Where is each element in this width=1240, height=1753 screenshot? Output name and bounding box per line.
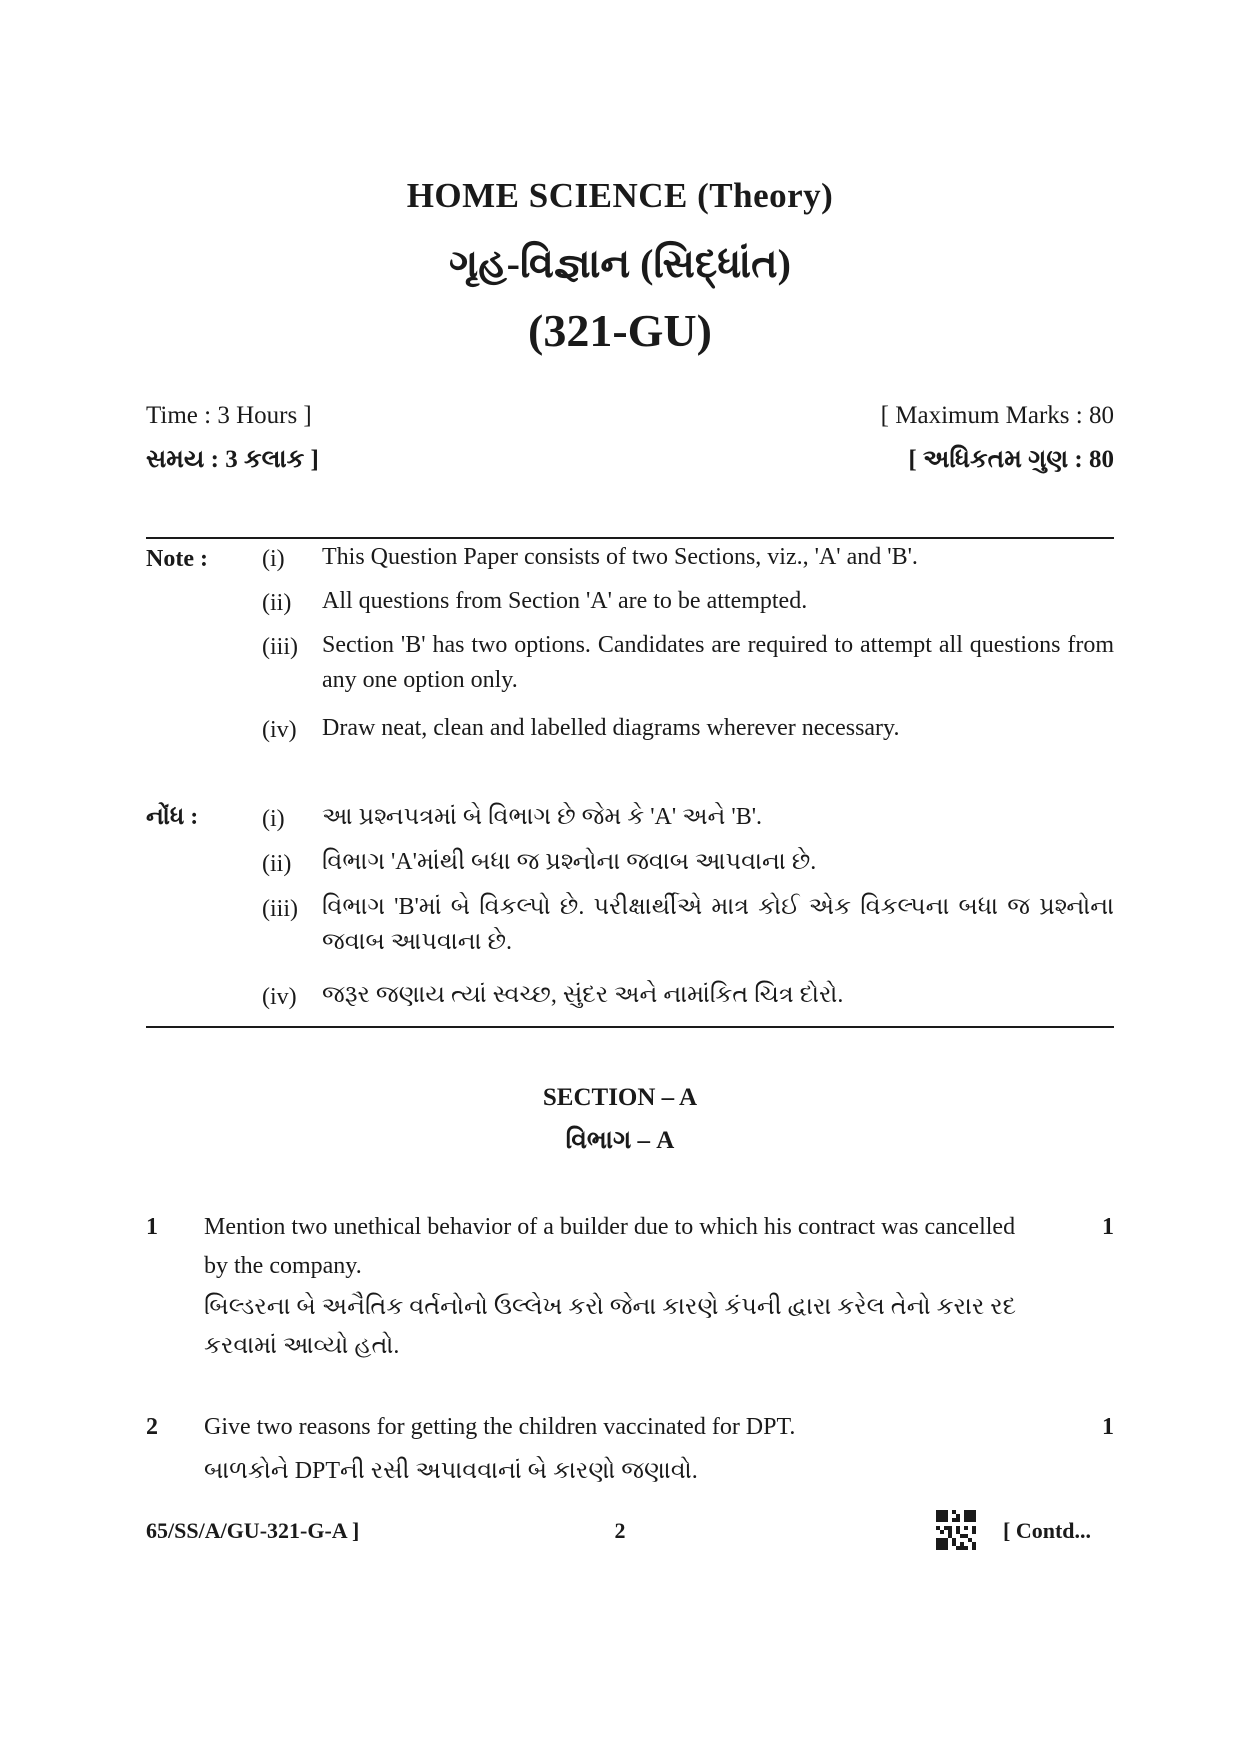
question-marks: 1 <box>1102 1214 1114 1240</box>
question-text-english: Give two reasons for getting the children vaccinated for DPT. <box>204 1414 796 1440</box>
question-marks: 1 <box>1102 1414 1114 1440</box>
note-item-text: વિભાગ 'B'માં બે વિકલ્પો છે. પરીક્ષાર્થીએ માત્ર કોઈ એક વિકલ્પના બધા જ પ્રશ્નોના જવાબ આપવાના છે. <box>322 894 1114 955</box>
page-number: 2 <box>614 1518 626 1543</box>
continued-label: [ Contd... <box>1003 1518 1092 1543</box>
note-item-text: Section 'B' has two options. Candidates are required to attempt all questions from any one option only. <box>322 632 1114 693</box>
note-item-text: Draw neat, clean and labelled diagrams wherever necessary. <box>322 715 900 741</box>
max-marks-gujarati: [ અધિકતમ ગુણ : 80 <box>908 446 1114 473</box>
time-marks-gujarati <box>146 446 1114 474</box>
section-title-english: SECTION – A <box>542 1084 698 1111</box>
note-item-number: (iii) <box>262 896 298 922</box>
time-english: Time : 3 Hours ] <box>146 402 312 429</box>
question-text-gujarati: બિલ્ડરના બે અનૈતિક વર્તનોનો ઉલ્લેખ કરો જેના કારણે કંપની દ્વારા કરેલ તેનો કરાર રદ કરવામાં આવ્યો હતો. <box>204 1294 1017 1359</box>
qr-code-icon <box>936 1510 976 1550</box>
note-heading-english: Note : <box>146 546 208 572</box>
time-marks-english <box>146 402 1114 430</box>
paper-code: (321-GU) <box>528 305 712 356</box>
note-item-number: (ii) <box>262 590 292 616</box>
note-item-number: (iv) <box>262 717 297 743</box>
footer-paper-code: 65/SS/A/GU-321-G-A ] <box>146 1518 360 1543</box>
divider-bottom <box>146 1026 1114 1028</box>
question-number: 1 <box>146 1214 158 1240</box>
paper-title-english: HOME SCIENCE (Theory) <box>406 176 834 215</box>
note-heading-gujarati: નોંધ : <box>146 804 199 830</box>
divider-top <box>146 537 1114 539</box>
note-item-number: (i) <box>262 806 285 832</box>
note-item-text: All questions from Section 'A' are to be attempted. <box>322 588 808 614</box>
question-text-gujarati: બાળકોને DPTની રસી અપાવવાનાં બે કારણો જણાવો. <box>204 1458 698 1484</box>
note-item-text: જરૂર જણાય ત્યાં સ્વચ્છ, સુંદર અને નામાંકિત ચિત્ર દોરો. <box>322 982 844 1008</box>
note-item-text: વિભાગ 'A'માંથી બધા જ પ્રશ્નોના જવાબ આપવાના છે. <box>322 849 817 875</box>
question-number: 2 <box>146 1414 158 1440</box>
section-title-gujarati: વિભાગ – A <box>565 1127 675 1154</box>
time-gujarati: સમય : 3 કલાક ] <box>146 446 319 473</box>
note-item-number: (iv) <box>262 984 297 1010</box>
note-item-number: (ii) <box>262 851 292 877</box>
max-marks-english: [ Maximum Marks : 80 <box>880 402 1114 429</box>
note-item-text: This Question Paper consists of two Sections, viz., 'A' and 'B'. <box>322 544 918 570</box>
question-text-english: Mention two unethical behavior of a builder due to which his contract was cancelled by the company. <box>204 1214 1016 1279</box>
note-item-text: આ પ્રશ્નપત્રમાં બે વિભાગ છે જેમ કે 'A' અને 'B'. <box>322 804 763 830</box>
paper-title-gujarati: ગૃહ-વિજ્ઞાન (સિદ્ધાંત) <box>449 241 791 286</box>
note-item-number: (iii) <box>262 634 298 660</box>
note-item-number: (i) <box>262 546 285 572</box>
